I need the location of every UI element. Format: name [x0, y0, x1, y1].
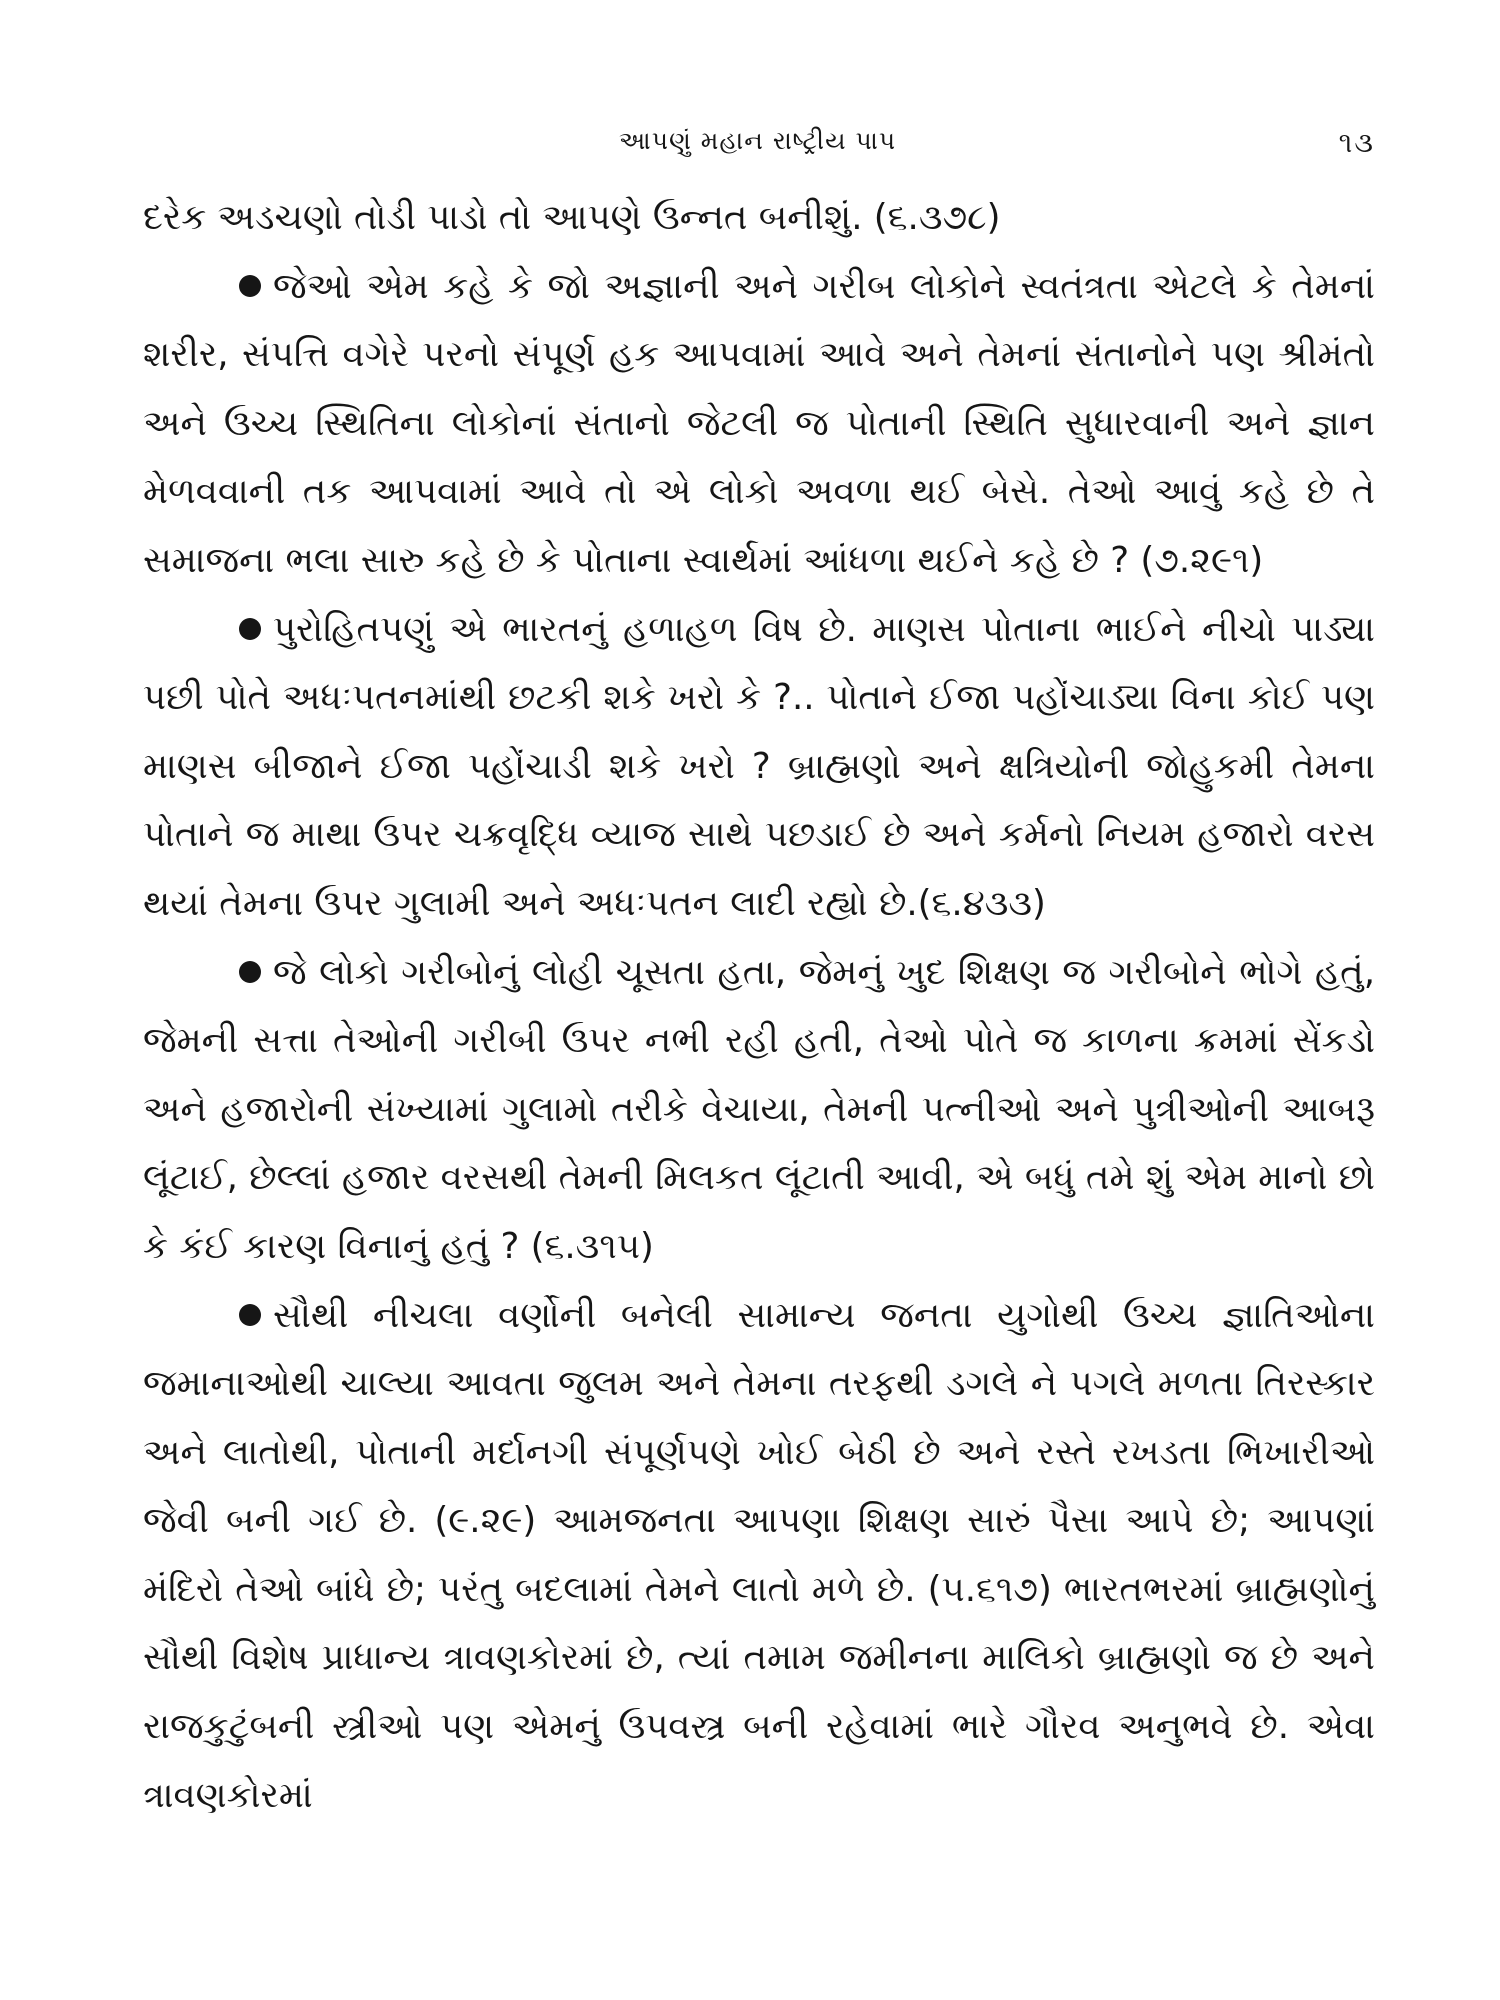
bullet-icon: [239, 961, 261, 983]
paragraph-text: પુરોહિતપણું એ ભારતનું હળાહળ વિષ છે. માણસ પોતાના ભાઈને નીચો પાડ્યા પછી પોતે અધઃપતનમાંથી છટકી શકે ખરો કે ?.. પોતાને ઈજા પહોંચાડ્યા વિના કોઈ પણ માણસ બીજાને ઈજા પહોંચાડી શકે ખરો ? બ્રાહ્મણો અને ક્ષત્રિયોની જોહુકમી તેમના પોતાને જ માથા ઉપર ચક્રવૃદ્ધિ વ્યાજ સાથે પછડાઈ છે અને કર્મનો નિયમ હજારો વરસ થયાં તેમના ઉપર ગુલામી અને અધઃપતન લાદી રહ્યો છે.(૬.૪૩૩): [143, 608, 1375, 924]
bullet-paragraph: [143, 253, 1375, 596]
bullet-icon: [239, 618, 261, 640]
body-text: [143, 184, 1375, 1830]
page-number: ૧૩: [1338, 126, 1375, 159]
running-header: [140, 126, 1375, 166]
bullet-icon: [239, 275, 261, 297]
bullet-paragraph: [143, 939, 1375, 1282]
paragraph-continuation: [143, 184, 1375, 253]
bullet-paragraph: [143, 596, 1375, 939]
paragraph-text: જે લોકો ગરીબોનું લોહી ચૂસતા હતા, જેમનું ખુદ શિક્ષણ જ ગરીબોને ભોગે હતું, જેમની સત્તા તેઓની ગરીબી ઉપર નભી રહી હતી, તેઓ પોતે જ કાળના ક્રમમાં સેંકડો અને હજારોની સંખ્યામાં ગુલામો તરીકે વેચાયા, તેમની પત્નીઓ અને પુત્રીઓની આબરૂ લૂંટાઈ, છેલ્લાં હજાર વરસથી તેમની મિલકત લૂંટાતી આવી, એ બધું તમે શું એમ માનો છો કે કંઈ કારણ વિનાનું હતું ? (૬.૩૧૫): [143, 951, 1375, 1267]
bullet-paragraph: [143, 1282, 1375, 1831]
running-title: આપણું મહાન રાષ્ટ્રીય પાપ: [618, 126, 897, 155]
paragraph-text: દરેક અડચણો તોડી પાડો તો આપણે ઉન્નત બનીશું. (૬.૩૭૮): [143, 197, 1001, 238]
bullet-icon: [239, 1304, 261, 1326]
paragraph-text: સૌથી નીચલા વર્ણોની બનેલી સામાન્ય જનતા યુગોથી ઉચ્ચ જ્ઞાતિઓના જમાનાઓથી ચાલ્યા આવતા જુલમ અને તેમના તરફથી ડગલે ને પગલે મળતા તિરસ્કાર અને લાતોથી, પોતાની મર્દાનગી સંપૂર્ણપણે ખોઈ બેઠી છે અને રસ્તે રખડતા ભિખારીઓ જેવી બની ગઈ છે. (૯.૨૯) આમજનતા આપણા શિક્ષણ સારું પૈસા આપે છે; આપણાં મંદિરો તેઓ બાંધે છે; પરંતુ બદલામાં તેમને લાતો મળે છે. (૫.૬૧૭) ભારતભરમાં બ્રાહ્મણોનું સૌથી વિશેષ પ્રાધાન્ય ત્રાવણકોરમાં છે, ત્યાં તમામ જમીનના માલિકો બ્રાહ્મણો જ છે અને રાજકુટુંબની સ્ત્રીઓ પણ એમનું ઉપવસ્ત્ર બની રહેવામાં ભારે ગૌરવ અનુભવે છે. એવા ત્રાવણકોરમાં: [143, 1294, 1375, 1816]
paragraph-text: જેઓ એમ કહે કે જો અજ્ઞાની અને ગરીબ લોકોને સ્વતંત્રતા એટલે કે તેમનાં શરીર, સંપત્તિ વગેરે પરનો સંપૂર્ણ હક આપવામાં આવે અને તેમનાં સંતાનોને પણ શ્રીમંતો અને ઉચ્ચ સ્થિતિના લોકોનાં સંતાનો જેટલી જ પોતાની સ્થિતિ સુધારવાની અને જ્ઞાન મેળવવાની તક આપવામાં આવે તો એ લોકો અવળા થઈ બેસે. તેઓ આવું કહે છે તે સમાજના ભલા સારુ કહે છે કે પોતાના સ્વાર્થમાં આંધળા થઈને કહે છે ? (૭.૨૯૧): [143, 265, 1375, 581]
